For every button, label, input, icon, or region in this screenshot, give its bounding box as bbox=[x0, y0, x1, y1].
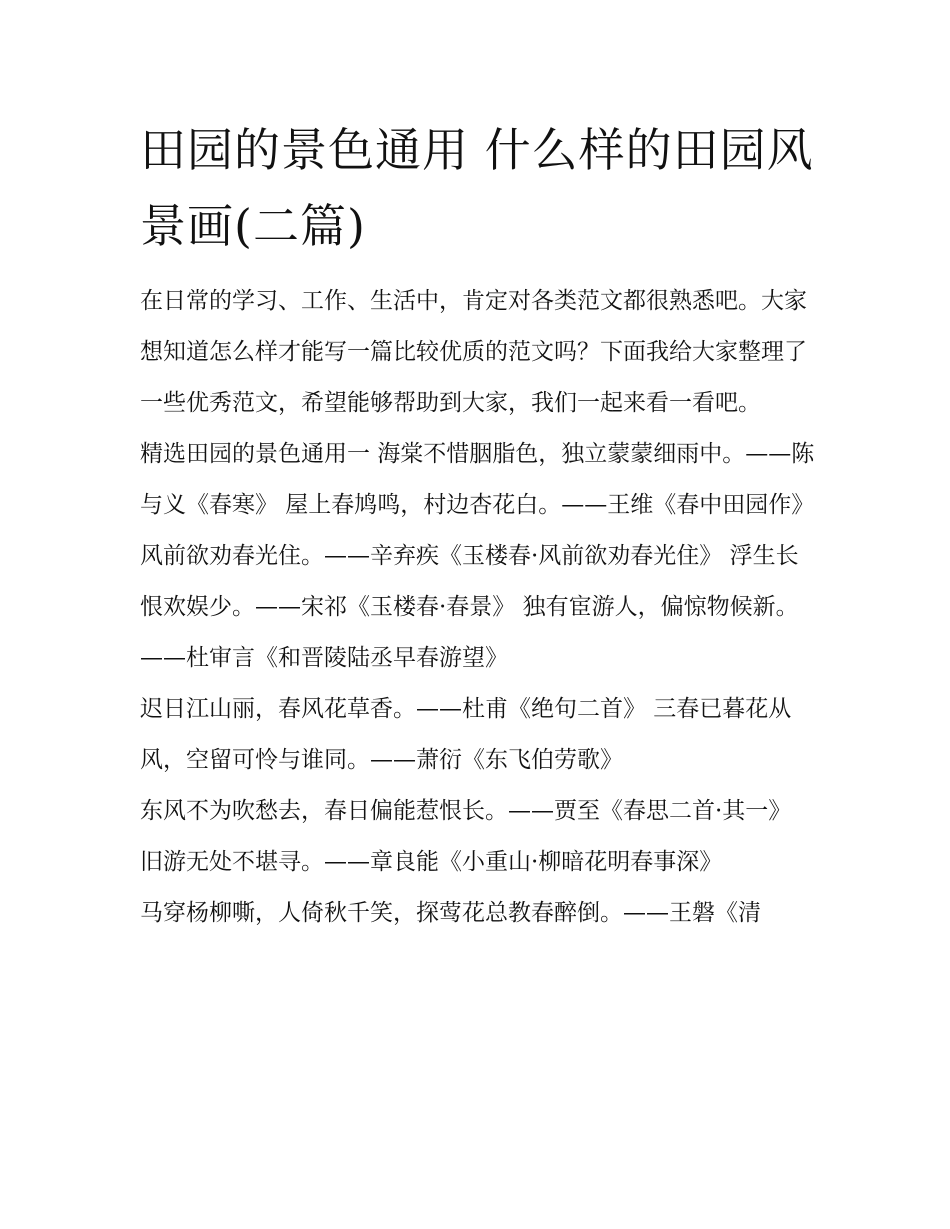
paragraph-intro: 在日常的学习、工作、生活中，肯定对各类范文都很熟悉吧。大家想知道怎么样才能写一篇比较优质的范文吗？下面我给大家整理了一些优秀范文，希望能够帮助到大家，我们一起来看一看吧。 bbox=[140, 288, 807, 416]
paragraph-poems-1: 精选田园的景色通用一 海棠不惜胭脂色，独立蒙蒙细雨中。——陈与义《春寒》 屋上春鸠鸣，村边杏花白。——王维《春中田园作》 bbox=[140, 441, 815, 518]
document-title: 田园的景色通用 什么样的田园风景画(二篇) bbox=[140, 123, 814, 253]
paragraph-poems-2: 风前欲劝春光住。——辛弃疾《玉楼春·风前欲劝春光住》 浮生长恨欢娱少。——宋祁《玉楼春·春景》 独有宦游人，偏惊物候新。——杜审言《和晋陵陆丞早春游望》 bbox=[140, 543, 799, 671]
paragraph-poems-5: 马穿杨柳嘶，人倚秋千笑，探莺花总教春醉倒。——王磐《清 bbox=[140, 900, 761, 926]
paragraph-poems-3: 迟日江山丽，春风花草香。——杜甫《绝句二首》 三春已暮花从风，空留可怜与谁同。——萧衍《东飞伯劳歌》 bbox=[140, 696, 792, 773]
paragraph-poems-4: 东风不为吹愁去，春日偏能惹恨长。——贾至《春思二首·其一》 旧游无处不堪寻。——章良能《小重山·柳暗花明春事深》 bbox=[140, 798, 792, 875]
document-body bbox=[140, 276, 820, 939]
